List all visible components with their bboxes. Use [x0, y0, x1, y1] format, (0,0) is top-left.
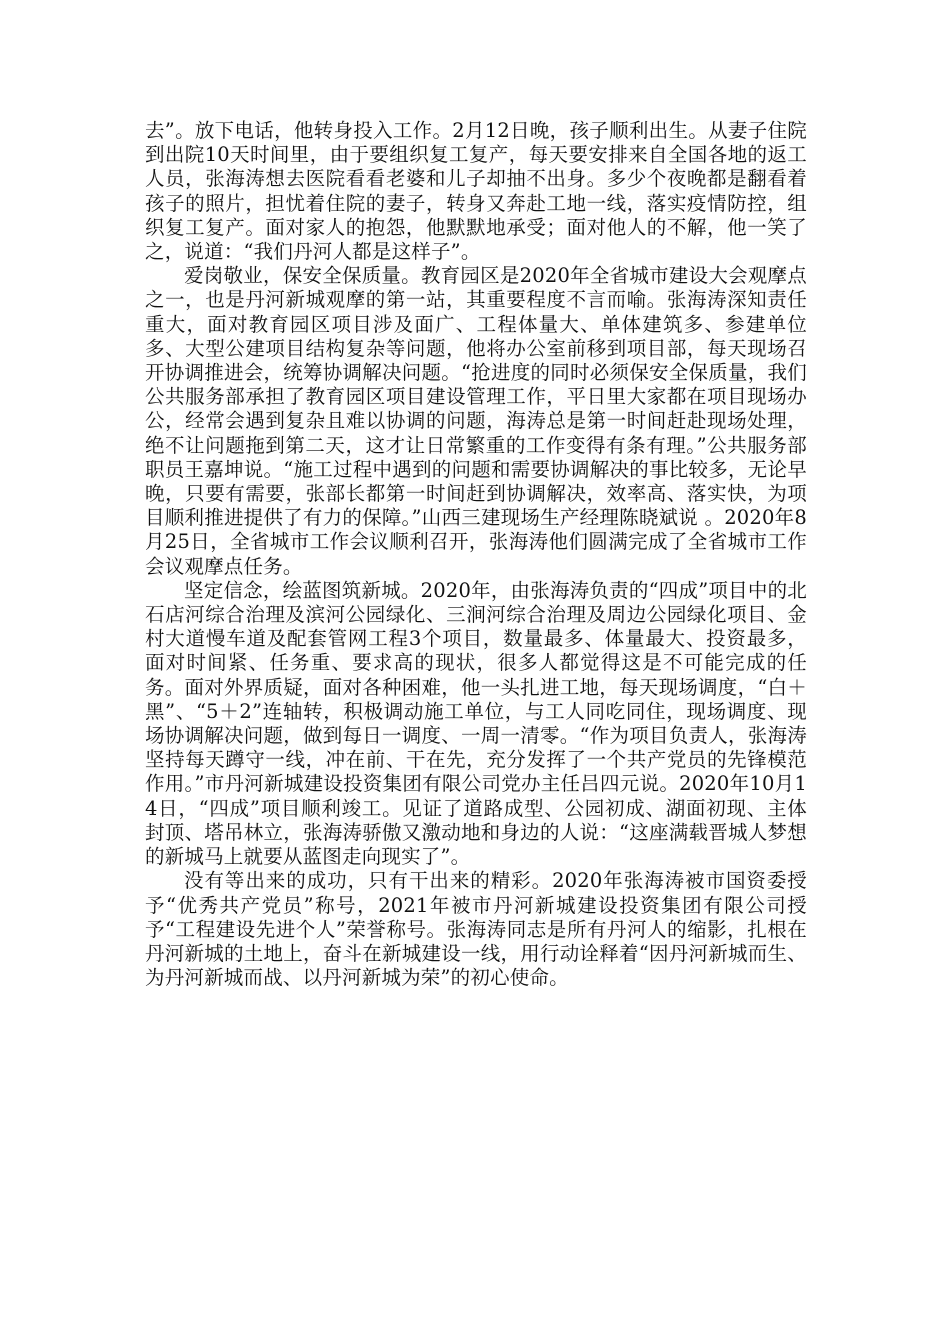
paragraph-honors-mission: 没有等出来的成功，只有干出来的精彩。2020年张海涛被市国资委授予“优秀共产党员”称号，2021年被市丹河新城建设投资集团有限公司授予“工程建设先进个人”荣誉称号。张海涛同志是所有丹河人的缩影，扎根在丹河新城的土地上，奋斗在新城建设一线，用行动诠释着“因丹河新城而生、为丹河新城而战、以丹河新城为荣”的初心使命。 [145, 869, 807, 990]
paragraph-building-new-city: 坚定信念，绘蓝图筑新城。2020年，由张海涛负责的“四成”项目中的北石店河综合治理及滨河公园绿化、三涧河综合治理及周边公园绿化项目、金村大道慢车道及配套管网工程3个项目，数量最多、体量最大、投资最多，面对时间紧、任务重、要求高的现状，很多人都觉得这是不可能完成的任务。面对外界质疑，面对各种困难，他一头扎进工地，每天现场调度，“白＋黑”、“5＋2”连轴转，积极调动施工单位，与工人同吃同住，现场调度、现场协调解决问题，做到每日一调度、一周一清零。“作为项目负责人，张海涛坚持每天蹲守一线，冲在前、干在先，充分发挥了一个共产党员的先锋模范作用。”市丹河新城建设投资集团有限公司党办主任吕四元说。2020年10月14日，“四成”项目顺利竣工。见证了道路成型、公园初成、湖面初现、主体封顶、塔吊林立，张海涛骄傲又激动地和身边的人说：“这座满载晋城人梦想的新城马上就要从蓝图走向现实了”。 [145, 578, 807, 869]
paragraph-dedication-safety-quality: 爱岗敬业，保安全保质量。教育园区是2020年全省城市建设大会观摩点之一，也是丹河新城观摩的第一站，其重要程度不言而喻。张海涛深知责任重大，面对教育园区项目涉及面广、工程体量大、单体建筑多、参建单位多、大型公建项目结构复杂等问题，他将办公室前移到项目部，每天现场召开协调推进会，统筹协调解决问题。“抢进度的同时必须保安全保质量，我们公共服务部承担了教育园区项目建设管理工作，平日里大家都在项目现场办公，经常会遇到复杂且难以协调的问题，海涛总是第一时间赶赴现场处理，绝不让问题拖到第二天，这才让日常繁重的工作变得有条有理。”公共服务部职员王嘉坤说。“施工过程中遇到的问题和需要协调解决的事比较多，无论早晚，只要有需要，张部长都第一时间赶到协调解决，效率高、落实快，为项目顺利推进提供了有力的保障。”山西三建现场生产经理陈晓斌说 。2020年8月25日，全省城市工作会议顺利召开，张海涛他们圆满完成了全省城市工作会议观摩点任务。 [145, 264, 807, 578]
document-body [145, 119, 807, 990]
paragraph-family-sacrifice: 去”。放下电话，他转身投入工作。2月12日晚，孩子顺利出生。从妻子住院到出院10天时间里，由于要组织复工复产，每天要安排来自全国各地的返工人员，张海涛想去医院看看老婆和儿子却抽不出身。多少个夜晚都是翻看着孩子的照片，担忧着住院的妻子，转身又奔赴工地一线，落实疫情防控，组织复工复产。面对家人的抱怨，他默默地承受；面对他人的不解，他一笑了之，说道：“我们丹河人都是这样子”。 [145, 119, 807, 264]
